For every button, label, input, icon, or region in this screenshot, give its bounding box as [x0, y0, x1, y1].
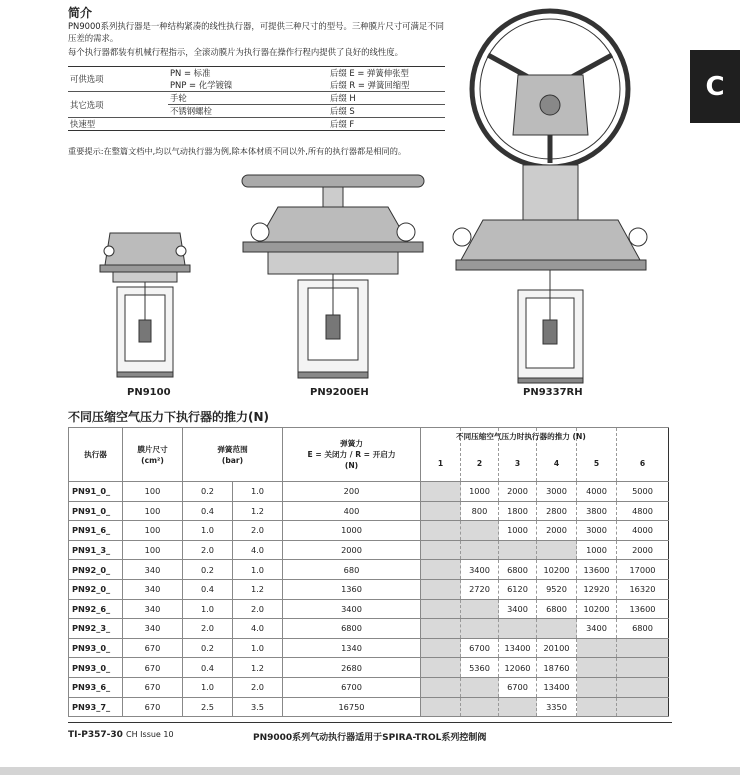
pn9200eh-drawing — [238, 170, 428, 380]
cell-a: PN93_6_ — [69, 677, 123, 697]
cell-pressure-4: 2000 — [537, 521, 577, 541]
cell-pressure-2 — [461, 599, 499, 619]
cell-f: 3400 — [283, 599, 421, 619]
cell-f: 16750 — [283, 697, 421, 717]
cell-pressure-3 — [499, 697, 537, 717]
header-pressure-2: 2 — [461, 428, 499, 482]
cell-a: PN92_6_ — [69, 599, 123, 619]
cell-a: PN91_0_ — [69, 501, 123, 521]
cell-r2: 1.2 — [233, 501, 283, 521]
cell-f: 1340 — [283, 638, 421, 658]
cell-pressure-2: 5360 — [461, 658, 499, 678]
cell-pressure-1 — [421, 560, 461, 580]
cell-a: PN91_0_ — [69, 482, 123, 502]
cell-pressure-4 — [537, 619, 577, 639]
force-table-title: 不同压缩空气压力下执行器的推力(N) — [68, 410, 270, 424]
cell-pressure-1 — [421, 697, 461, 717]
cell-pressure-1 — [421, 658, 461, 678]
cell-f: 6800 — [283, 619, 421, 639]
table-row — [69, 638, 669, 658]
cell-s: 340 — [123, 579, 183, 599]
header-pressure-group: 不同压缩空气压力时执行器的推力 (N) — [456, 432, 586, 441]
cell-s: 100 — [123, 482, 183, 502]
header-pressure-1: 1 — [421, 428, 461, 482]
cell-pressure-5: 13600 — [577, 560, 617, 580]
cell-pressure-5: 4000 — [577, 482, 617, 502]
cell-r1: 0.4 — [183, 501, 233, 521]
table-row — [69, 658, 669, 678]
options-available-label: 可供选项 — [68, 67, 168, 92]
model-label-pn9337rh: PN9337RH — [523, 387, 583, 398]
cell-r1: 1.0 — [183, 599, 233, 619]
model-label-pn9100: PN9100 — [127, 387, 171, 398]
cell-pressure-6: 4000 — [617, 521, 669, 541]
cell-pressure-1 — [421, 540, 461, 560]
option-suffix-f: 后缀 F — [328, 118, 445, 131]
cell-pressure-1 — [421, 521, 461, 541]
intro-paragraph-2: 每个执行器都装有机械行程指示，全滚动膜片为执行器在操作行程内提供了良好的线性度。 — [68, 47, 403, 57]
table-row — [69, 599, 669, 619]
cell-r2: 1.0 — [233, 560, 283, 580]
footer-rule — [68, 722, 672, 723]
cell-pressure-3: 12060 — [499, 658, 537, 678]
cell-pressure-6: 13600 — [617, 599, 669, 619]
cell-pressure-6: 6800 — [617, 619, 669, 639]
cell-pressure-4: 3350 — [537, 697, 577, 717]
option-pnp: PNP = 化学镀镍 — [170, 80, 233, 90]
cell-a: PN92_3_ — [69, 619, 123, 639]
options-table — [68, 66, 445, 131]
cell-r1: 1.0 — [183, 521, 233, 541]
table-row — [69, 521, 669, 541]
cell-pressure-5: 12920 — [577, 579, 617, 599]
cell-pressure-1 — [421, 599, 461, 619]
pn9100-drawing — [95, 225, 195, 380]
cell-s: 100 — [123, 521, 183, 541]
header-pressure-4: 4 — [537, 428, 577, 482]
cell-pressure-1 — [421, 638, 461, 658]
cell-pressure-2 — [461, 677, 499, 697]
cell-s: 340 — [123, 560, 183, 580]
important-note: 重要提示:在整篇文档中,均以气动执行器为例,除本体材质不同以外,所有的执行器都是相同的。 — [68, 146, 407, 156]
cell-r2: 4.0 — [233, 540, 283, 560]
cell-pressure-6: 17000 — [617, 560, 669, 580]
cell-pressure-6 — [617, 658, 669, 678]
cell-a: PN91_3_ — [69, 540, 123, 560]
cell-a: PN92_0_ — [69, 579, 123, 599]
option-suffix-s: 后缀 S — [328, 105, 445, 118]
cell-pressure-2 — [461, 619, 499, 639]
options-other-label: 其它选项 — [68, 92, 168, 118]
cell-pressure-1 — [421, 677, 461, 697]
cell-pressure-3 — [499, 540, 537, 560]
cell-pressure-5: 1000 — [577, 540, 617, 560]
table-row — [69, 619, 669, 639]
cell-pressure-1 — [421, 619, 461, 639]
cell-pressure-6 — [617, 638, 669, 658]
cell-pressure-5: 3000 — [577, 521, 617, 541]
cell-r1: 2.0 — [183, 540, 233, 560]
header-pressure-3: 3 — [499, 428, 537, 482]
table-row — [69, 697, 669, 717]
cell-pressure-4: 13400 — [537, 677, 577, 697]
cell-pressure-4: 18760 — [537, 658, 577, 678]
pn9337rh-drawing — [448, 5, 653, 385]
cell-pressure-4: 3000 — [537, 482, 577, 502]
cell-pressure-6: 5000 — [617, 482, 669, 502]
cell-pressure-3: 13400 — [499, 638, 537, 658]
cell-s: 340 — [123, 619, 183, 639]
cell-pressure-6 — [617, 697, 669, 717]
cell-r1: 0.2 — [183, 560, 233, 580]
cell-pressure-3: 2000 — [499, 482, 537, 502]
cell-a: PN93_0_ — [69, 658, 123, 678]
cell-pressure-5 — [577, 638, 617, 658]
cell-pressure-5: 3800 — [577, 501, 617, 521]
cell-r1: 0.2 — [183, 638, 233, 658]
cell-s: 340 — [123, 599, 183, 619]
model-label-pn9200eh: PN9200EH — [310, 387, 369, 398]
cell-pressure-3 — [499, 619, 537, 639]
section-badge: C — [690, 50, 740, 123]
force-table — [68, 427, 669, 717]
header-area: 膜片尺寸 (cm²) — [123, 428, 183, 482]
cell-pressure-2 — [461, 521, 499, 541]
option-suffix-e: 后缀 E = 弹簧伸张型 — [328, 67, 445, 80]
cell-a: PN92_0_ — [69, 560, 123, 580]
cell-pressure-2 — [461, 697, 499, 717]
cell-s: 670 — [123, 658, 183, 678]
cell-r1: 0.4 — [183, 658, 233, 678]
cell-pressure-5: 10200 — [577, 599, 617, 619]
cell-r1: 2.5 — [183, 697, 233, 717]
cell-pressure-1 — [421, 579, 461, 599]
cell-pressure-4: 20100 — [537, 638, 577, 658]
cell-a: PN91_6_ — [69, 521, 123, 541]
cell-pressure-4: 6800 — [537, 599, 577, 619]
cell-r2: 3.5 — [233, 697, 283, 717]
cell-s: 670 — [123, 697, 183, 717]
cell-f: 2000 — [283, 540, 421, 560]
cell-pressure-4: 9520 — [537, 579, 577, 599]
header-actuator: 执行器 — [69, 428, 123, 482]
cell-pressure-3: 1000 — [499, 521, 537, 541]
cell-pressure-1 — [421, 482, 461, 502]
cell-r2: 2.0 — [233, 599, 283, 619]
cell-s: 670 — [123, 638, 183, 658]
option-suffix-r: 后缀 R = 弹簧回缩型 — [330, 80, 410, 90]
cell-r1: 2.0 — [183, 619, 233, 639]
cell-a: PN93_7_ — [69, 697, 123, 717]
cell-pressure-2: 3400 — [461, 560, 499, 580]
table-row — [69, 560, 669, 580]
cell-pressure-2 — [461, 540, 499, 560]
cell-pressure-6: 4800 — [617, 501, 669, 521]
footer-doc-id: TI-P357-30 CH Issue 10 — [68, 730, 174, 740]
cell-pressure-5: 3400 — [577, 619, 617, 639]
cell-r1: 1.0 — [183, 677, 233, 697]
cell-r2: 1.0 — [233, 638, 283, 658]
cell-s: 100 — [123, 501, 183, 521]
cell-r1: 0.4 — [183, 579, 233, 599]
cell-r2: 1.2 — [233, 579, 283, 599]
intro-paragraph-1: PN9000系列执行器是一种结构紧凑的线性执行器，可提供三种尺寸的型号。三种膜片尺寸可满足不同压差的需求。 — [68, 21, 445, 43]
table-row — [69, 501, 669, 521]
table-row — [69, 677, 669, 697]
cell-r2: 2.0 — [233, 521, 283, 541]
cell-pressure-2: 6700 — [461, 638, 499, 658]
cell-pressure-3: 6700 — [499, 677, 537, 697]
footer-title: PN9000系列气动执行器适用于SPIRA-TROL系列控制阀 — [253, 733, 487, 743]
option-pn: PN = 标准 — [168, 67, 328, 80]
cell-f: 680 — [283, 560, 421, 580]
option-ss-bolt: 不锈钢螺栓 — [168, 105, 328, 118]
cell-f: 400 — [283, 501, 421, 521]
cell-r1: 0.2 — [183, 482, 233, 502]
cell-pressure-2: 2720 — [461, 579, 499, 599]
cell-pressure-6 — [617, 677, 669, 697]
cell-f: 2680 — [283, 658, 421, 678]
header-spring-force: 弹簧力 E = 关闭力 / R = 开启力 (N) — [283, 428, 421, 482]
cell-r2: 4.0 — [233, 619, 283, 639]
cell-pressure-1 — [421, 501, 461, 521]
option-suffix-h: 后缀 H — [328, 92, 445, 105]
cell-pressure-2: 800 — [461, 501, 499, 521]
table-row — [69, 579, 669, 599]
cell-pressure-3: 1800 — [499, 501, 537, 521]
option-handwheel: 手轮 — [168, 92, 328, 105]
cell-a: PN93_0_ — [69, 638, 123, 658]
cell-f: 6700 — [283, 677, 421, 697]
footer-issue: CH Issue 10 — [126, 730, 174, 739]
cell-pressure-3: 6120 — [499, 579, 537, 599]
cell-pressure-6: 16320 — [617, 579, 669, 599]
cell-pressure-2: 1000 — [461, 482, 499, 502]
intro-title: 简介 — [68, 6, 93, 20]
header-spring-range: 弹簧范围 (bar) — [183, 428, 283, 482]
cell-pressure-6: 2000 — [617, 540, 669, 560]
cell-f: 200 — [283, 482, 421, 502]
header-pressure-5: 5 — [577, 428, 617, 482]
cell-s: 100 — [123, 540, 183, 560]
cell-r2: 1.0 — [233, 482, 283, 502]
cell-r2: 2.0 — [233, 677, 283, 697]
cell-pressure-4: 10200 — [537, 560, 577, 580]
cell-pressure-5 — [577, 697, 617, 717]
cell-pressure-4 — [537, 540, 577, 560]
header-pressure-6: 6 — [617, 428, 669, 482]
cell-s: 670 — [123, 677, 183, 697]
cell-pressure-3: 3400 — [499, 599, 537, 619]
cell-pressure-5 — [577, 658, 617, 678]
options-fast-label: 快速型 — [68, 118, 168, 131]
cell-pressure-5 — [577, 677, 617, 697]
cell-pressure-4: 2800 — [537, 501, 577, 521]
table-row — [69, 482, 669, 502]
cell-f: 1360 — [283, 579, 421, 599]
cell-r2: 1.2 — [233, 658, 283, 678]
bottom-bar — [0, 767, 740, 775]
table-row — [69, 540, 669, 560]
cell-f: 1000 — [283, 521, 421, 541]
cell-pressure-3: 6800 — [499, 560, 537, 580]
